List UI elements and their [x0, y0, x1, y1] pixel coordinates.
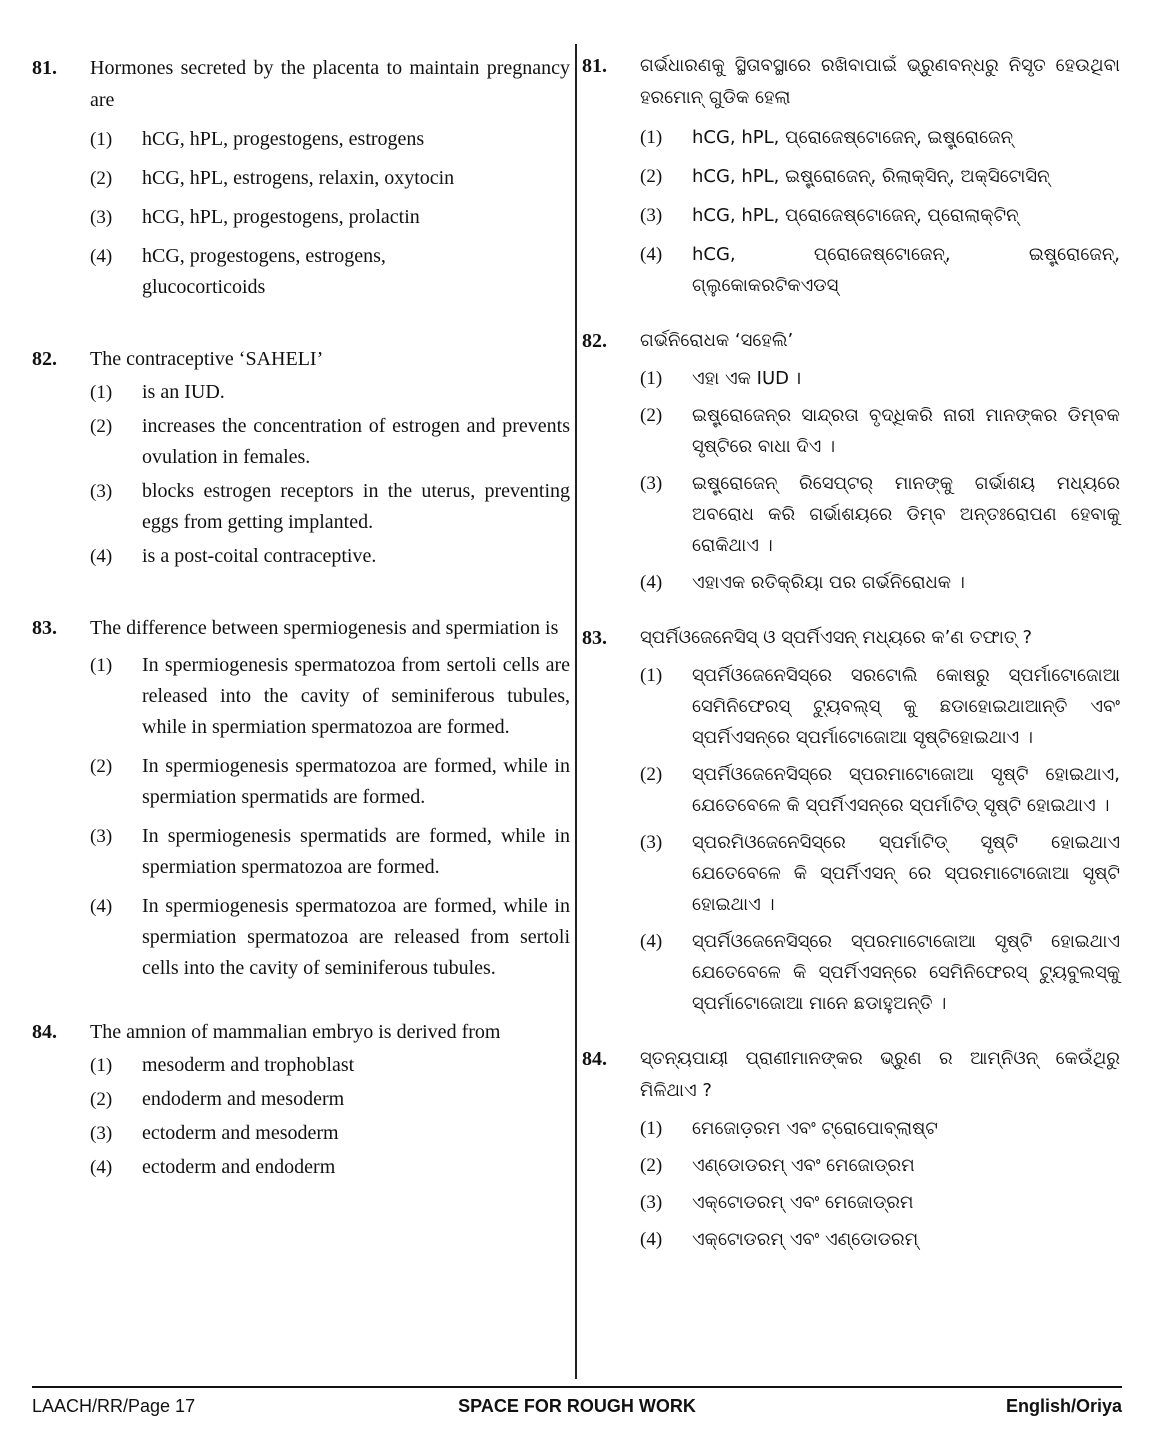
left-column-english	[32, 40, 570, 1183]
option-text: endoderm and mesoderm	[142, 1088, 345, 1110]
question-text: The contraceptive ‘SAHELI’	[90, 348, 324, 370]
option-text: is a post-coital contraceptive.	[142, 545, 377, 567]
option-number: (1)	[640, 368, 663, 389]
option-number: (1)	[90, 129, 113, 150]
option-number: (4)	[640, 931, 663, 952]
question-number: 84.	[582, 1048, 607, 1070]
option-text: ଏକ୍‌ଟୋଡରମ୍ ଏବଂ ମେଜୋଡ୍‌ରମ	[692, 1192, 914, 1213]
option-text: increases the concentration of estrogen and prevents ovulation in females.	[142, 415, 570, 468]
option-text: hCG, progestogens, estrogens, glucocorticoids	[142, 245, 386, 298]
option-text: ectoderm and mesoderm	[142, 1122, 339, 1144]
option-number: (3)	[640, 832, 663, 853]
option-number: (3)	[640, 473, 663, 494]
option-number: (4)	[90, 546, 113, 567]
option-text: hCG, hPL, ପ୍ରୋଜେଷ୍ଟୋଜେନ୍, ପ୍ରୋଲାକ୍ଟିନ୍	[692, 205, 1019, 226]
option-number: (1)	[90, 1055, 113, 1076]
option-number: (4)	[640, 244, 663, 265]
option-text: hCG, hPL, progestogens, estrogens	[142, 128, 425, 150]
option-number: (3)	[90, 1123, 113, 1144]
option-text: In spermiogenesis spermatids are formed, while in spermiation spermatozoa are formed.	[142, 825, 570, 878]
option-number: (1)	[90, 655, 113, 676]
option-text: blocks estrogen receptors in the uterus, preventing eggs from getting implanted.	[142, 480, 570, 533]
option-number: (3)	[90, 207, 113, 228]
option-number: (4)	[90, 1157, 113, 1178]
question-block	[32, 612, 570, 984]
option-text: ectoderm and endoderm	[142, 1156, 336, 1178]
option-number: (2)	[640, 1155, 663, 1176]
option-text: ଏଣ୍ଡୋଡରମ୍ ଏବଂ ମେଜୋଡ୍‌ରମ	[692, 1155, 915, 1176]
option-text: ଇଷ୍ଟ୍ରୋଜେନ୍‌ର ସାନ୍ଦ୍ରତା ବୃଦ୍ଧିକରି ନାରୀ ମାନଙ୍କର ଡିମ୍ବକ ସୃଷ୍ଟିରେ ବାଧା ଦିଏ ।	[692, 405, 1120, 457]
question-text: ଗର୍ଭନିରୋଧକ ‘ସହେଲି’	[640, 330, 794, 351]
option-number: (4)	[90, 246, 113, 267]
option-text: ସ୍ପର୍ମିଓଜେନେସିସ୍‌ରେ ସରଟୋଲି କୋଷରୁ ସ୍ପର୍ମାଟୋଜୋଆ ସେମିନିଫେରସ୍ ଟ୍ୟୁବଲ୍ସ୍ କୁ ଛଡାହୋଇଥାଆନ୍ତି ଏବଂ ସ୍ପର୍ମିଏସନ୍‌ରେ ସ୍ପର୍ମାଟୋଜୋଆ ସୃଷ୍ଟିହୋଇଥାଏ ।	[692, 665, 1120, 748]
option-text: hCG, hPL, estrogens, relaxin, oxytocin	[142, 167, 455, 189]
option-number: (2)	[640, 166, 663, 187]
option-text: mesoderm and trophoblast	[142, 1054, 355, 1076]
question-number: 82.	[32, 348, 57, 370]
option-number: (2)	[90, 168, 113, 189]
option-number: (1)	[640, 1118, 663, 1139]
option-number: (4)	[640, 572, 663, 593]
question-number: 81.	[582, 55, 607, 77]
option-number: (3)	[640, 205, 663, 226]
question-block	[32, 52, 570, 303]
option-text: In spermiogenesis spermatozoa from sertoli cells are released into the cavity of seminiferous tubules, while in spermiation spermatozoa are formed.	[142, 654, 570, 738]
question-text: ସ୍ପର୍ମିଓଜେନେସିସ୍ ଓ ସ୍ପର୍ମିଏସନ୍ ମଧ୍ୟରେ କ’ଣ ତଫାତ୍ ?	[640, 627, 1032, 648]
option-text: ସ୍ପରମିଓଜେନେସିସ୍‌ରେ ସ୍ପର୍ମାଟିଡ୍ ସୃଷ୍ଟି ହୋଇଥାଏ ଯେତେବେଳେ କି ସ୍ପର୍ମିଏସନ୍ ରେ ସ୍ପରମାଟୋଜୋଆ ସୃଷ୍ଟି ହୋଇଥାଏ ।	[692, 832, 1120, 915]
option-number: (4)	[640, 1229, 663, 1250]
option-number: (3)	[640, 1192, 663, 1213]
question-block	[582, 1043, 1120, 1255]
question-text: ସ୍ତନ୍ୟପାୟୀ ପ୍ରାଣୀମାନଙ୍କର ଭ୍ରୁଣ ର ଆମ୍ନିଓନ୍ କେଉଁଥିରୁ ମିଳିଥାଏ ?	[640, 1048, 1120, 1101]
question-number: 81.	[32, 57, 57, 79]
question-block	[582, 50, 1120, 301]
option-text: hCG, ପ୍ରୋଜେଷ୍ଟୋଜେନ୍, ଇଷ୍ଟ୍ରୋଜେନ୍, ଗ୍ଲୁକୋକରଟିକଏଡସ୍	[692, 244, 1120, 296]
option-text: ସ୍ପର୍ମିଓଜେନେସିସ୍‌ରେ ସ୍ପରମାଟୋଜୋଆ ସୃଷ୍ଟି ହୋଇଥାଏ, ଯେତେବେଳେ କି ସ୍ପର୍ମିଏସନ୍‌ରେ ସ୍ପର୍ମାଟିଡ୍ ସୃଷ୍ଟି ହୋଇଥାଏ ।	[692, 764, 1120, 816]
option-number: (1)	[640, 127, 663, 148]
page-footer	[32, 1396, 1122, 1422]
right-column-oriya	[582, 40, 1120, 1255]
option-text: is an IUD.	[142, 381, 225, 403]
question-block	[582, 325, 1120, 598]
question-text: The amnion of mammalian embryo is derived from	[90, 1021, 501, 1043]
option-number: (4)	[90, 896, 113, 917]
option-text: ସ୍ପର୍ମିଓଜେନେସିସ୍‌ରେ ସ୍ପରମାଟୋଜୋଆ ସୃଷ୍ଟି ହୋଇଥାଏ ଯେତେବେଳେ କି ସ୍ପର୍ମିଏସନ୍‌ରେ ସେମିନିଫେରସ୍ ଟ୍ୟୁବୁଲସ୍‌କୁ ସ୍ପର୍ମାଟୋଜୋଆ ମାନେ ଛଡାହୁଅନ୍ତି ।	[692, 931, 1120, 1014]
option-text: ମେଜୋଡ଼ରମ ଏବଂ ଟ୍ରୋପୋବ୍ଲାଷ୍ଟ	[692, 1118, 938, 1139]
option-text: hCG, hPL, ଇଷ୍ଟ୍ରୋଜେନ୍, ରିଲାକ୍ସିନ୍, ଅକ୍ସିଟୋସିନ୍	[692, 166, 1050, 187]
footer-rule	[32, 1386, 1122, 1388]
column-divider	[575, 44, 577, 1379]
option-number: (3)	[90, 481, 113, 502]
question-block	[582, 622, 1120, 1019]
option-number: (3)	[90, 826, 113, 847]
option-text: ଏକ୍‌ଟୋଡରମ୍ ଏବଂ ଏଣ୍ଡୋଡରମ୍	[692, 1229, 919, 1250]
option-number: (1)	[640, 665, 663, 686]
question-number: 83.	[582, 627, 607, 649]
option-text: hCG, hPL, progestogens, prolactin	[142, 206, 420, 228]
option-number: (1)	[90, 382, 113, 403]
question-number: 84.	[32, 1021, 57, 1043]
option-text: ଏହା ଏକ IUD ।	[692, 368, 802, 389]
option-text: ଇଷ୍ଟ୍ରୋଜେନ୍ ରିସେପ୍ଟର୍ ମାନଙ୍କୁ ଗର୍ଭାଶୟ ମଧ୍ୟରେ ଅବରୋଧ କରି ଗର୍ଭାଶୟରେ ଡିମ୍ବ ଅନ୍ତଃରୋପଣ ହେବାକୁ ରୋକିଥାଏ ।	[692, 473, 1120, 556]
question-text: Hormones secreted by the placenta to maintain pregnancy are	[90, 57, 570, 111]
question-text: The difference between spermiogenesis and spermiation is	[90, 617, 559, 639]
option-text: hCG, hPL, ପ୍ରୋଜେଷ୍ଟୋଜେନ୍, ଇଷ୍ଟ୍ରୋଜେନ୍	[692, 127, 1013, 148]
option-text: In spermiogenesis spermatozoa are formed, while in spermiation spermatids are formed.	[142, 755, 570, 808]
option-number: (2)	[640, 764, 663, 785]
page-code: LAACH/RR/Page 17	[32, 1396, 196, 1416]
language-label: English/Oriya	[1005, 1396, 1122, 1416]
question-block	[32, 343, 570, 572]
option-number: (2)	[640, 405, 663, 426]
question-text: ଗର୍ଭଧାରଣକୁ ସ୍ଥିତାବସ୍ଥାରେ ରଖିବାପାଇଁ ଭ୍ରୁଣବନ୍ଧରୁ ନିସୃତ ହେଉଥିବା ହରମୋନ୍ ଗୁଡିକ ହେଲା	[640, 55, 1120, 108]
question-number: 82.	[582, 330, 607, 352]
option-number: (2)	[90, 1089, 113, 1110]
option-number: (2)	[90, 416, 113, 437]
question-number: 83.	[32, 617, 57, 639]
option-text: In spermiogenesis spermatozoa are formed, while in spermiation spermatozoa are released from sertoli cells into the cavity of seminiferous tubules.	[142, 895, 570, 979]
option-text: ଏହାଏକ ରତିକ୍ରିୟା ପର ଗର୍ଭନିରୋଧକ ।	[692, 572, 965, 593]
option-number: (2)	[90, 756, 113, 777]
rough-work-label: SPACE FOR ROUGH WORK	[458, 1396, 696, 1416]
question-block	[32, 1016, 570, 1183]
